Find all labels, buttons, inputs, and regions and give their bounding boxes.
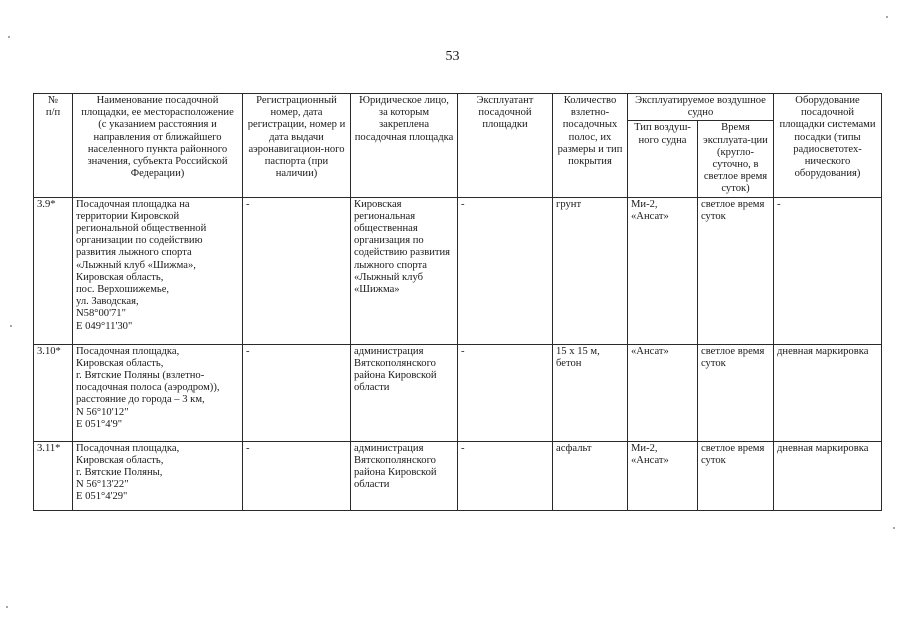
cell-registration: -	[243, 344, 351, 441]
cell-runways: асфальт	[553, 441, 628, 510]
page-number: 53	[445, 49, 460, 64]
scan-speck	[886, 16, 888, 18]
table-row	[34, 344, 882, 441]
table-row	[34, 441, 882, 510]
scan-speck	[8, 36, 10, 38]
scan-speck	[10, 325, 12, 327]
cell-name: Посадочная площадка на территории Кировской региональной общественной организации по содействию развития лыжного спорта «Лыжный клуб «Шижма», Кировская область, пос. Верхошижемье, ул. Заводская, N58°00'71" E 049°11'30"	[73, 197, 243, 344]
cell-legal-entity: администрация Вятскополянского района Кировской области	[351, 441, 458, 510]
header-runways: Количество взлетно-посадочных полос, их размеры и тип покрытия	[553, 94, 628, 198]
header-equipment: Оборудование посадочной площадки системами посадки (типы радиосветотех-нического оборудования)	[774, 94, 882, 198]
cell-name: Посадочная площадка, Кировская область, г. Вятские Поляны, N 56°13'22" E 051°4'29"	[73, 441, 243, 510]
cell-registration: -	[243, 441, 351, 510]
header-aircraft-group: Эксплуатируемое воздушное судно	[628, 94, 774, 121]
header-aircraft-type: Тип воздуш-ного судна	[628, 121, 698, 197]
cell-num: 3.9*	[34, 197, 73, 344]
cell-name: Посадочная площадка, Кировская область, г. Вятские Поляны (взлетно-посадочная полоса (аэродром)), расстояние до города – 3 км, N 56°10'12" E 051°4'9"	[73, 344, 243, 441]
header-operation-time: Время эксплуата-ции (кругло-суточно, в светлое время суток)	[698, 121, 774, 197]
cell-operator: -	[458, 197, 553, 344]
cell-runways: 15 х 15 м, бетон	[553, 344, 628, 441]
cell-legal-entity: Кировская региональная общественная организация по содействию развития лыжного спорта «Лыжный клуб «Шижма»	[351, 197, 458, 344]
cell-equipment: -	[774, 197, 882, 344]
header-row	[34, 94, 882, 121]
cell-operation-time: светлое время суток	[698, 197, 774, 344]
cell-aircraft-type: «Ансат»	[628, 344, 698, 441]
header-name: Наименование посадочной площадки, ее месторасположение (с указанием расстояния и направления от ближайшего населенного пункта районного значения, субъекта Российской Федерации)	[73, 94, 243, 198]
landing-sites-table	[33, 93, 882, 511]
cell-registration: -	[243, 197, 351, 344]
cell-operation-time: светлое время суток	[698, 344, 774, 441]
cell-equipment: дневная маркировка	[774, 344, 882, 441]
header-registration: Регистрационный номер, дата регистрации, номер и дата выдачи аэронавигацион-ного паспорта (при наличии)	[243, 94, 351, 198]
cell-aircraft-type: Ми-2, «Ансат»	[628, 197, 698, 344]
table-row	[34, 197, 882, 344]
cell-aircraft-type: Ми-2, «Ансат»	[628, 441, 698, 510]
cell-operator: -	[458, 441, 553, 510]
scan-speck	[893, 527, 895, 529]
cell-num: 3.10*	[34, 344, 73, 441]
header-operator: Эксплуатант посадочной площадки	[458, 94, 553, 198]
scan-speck	[6, 606, 8, 608]
cell-num: 3.11*	[34, 441, 73, 510]
cell-operator: -	[458, 344, 553, 441]
cell-equipment: дневная маркировка	[774, 441, 882, 510]
header-num: № п/п	[34, 94, 73, 198]
cell-operation-time: светлое время суток	[698, 441, 774, 510]
header-legal-entity: Юридическое лицо, за которым закреплена посадочная площадка	[351, 94, 458, 198]
cell-legal-entity: администрация Вятскополянского района Кировской области	[351, 344, 458, 441]
cell-runways: грунт	[553, 197, 628, 344]
